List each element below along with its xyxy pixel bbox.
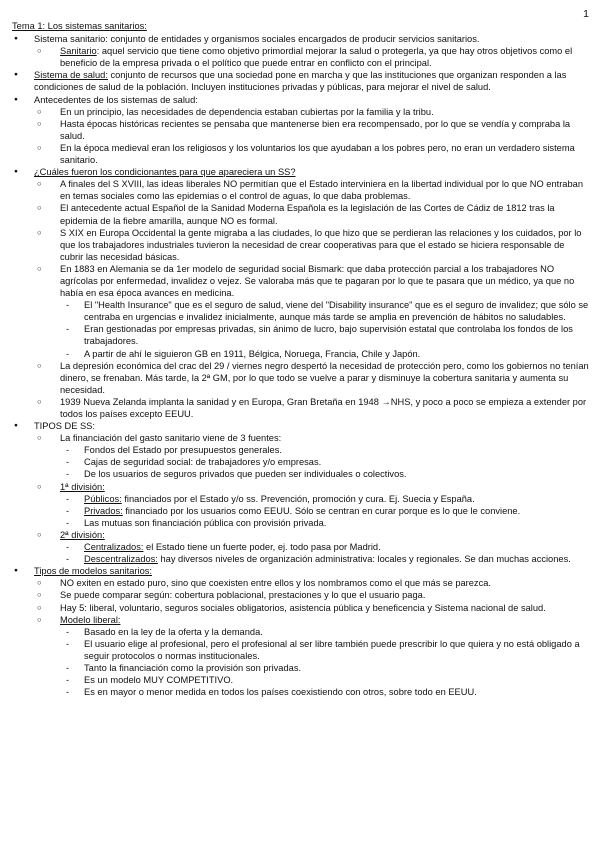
page-title: Tema 1: Los sistemas sanitarios: xyxy=(12,21,147,31)
list-item xyxy=(12,106,590,118)
item-text: 1939 Nueva Zelanda implanta la sanidad y en Europa, Gran Bretaña en 1948 →NHS, y poco a poco se empieza a extender por todos los países excepto EEUU. xyxy=(60,396,587,419)
item-text: En la época medieval eran los religiosos y los voluntarios los que ayudaban a los pobres pero, no eran un verdadero sistema sanitario. xyxy=(60,142,575,166)
item-text: A finales del S XVIII, las ideas liberales NO permitían que el Estado interviniera en la libertad individual por lo que NO entraban en temas sociales como las epidemias o el control de aguas, lo que daba problemas. xyxy=(60,179,583,202)
list-item xyxy=(12,529,590,541)
page-number: 1 xyxy=(583,8,589,20)
list-item xyxy=(12,456,590,468)
list-item xyxy=(12,505,590,517)
item-term: ¿Cuáles fueron los condicionantes para que apareciera un SS? xyxy=(34,167,296,178)
item-text: En 1883 en Alemania se da 1er modelo de seguridad social Bismark: que daba protección parcial a los trabajadores NO agrícolas por enfermedad, invalidez o vejez. Se valoraba más que te pagaran por lo que te pasara que un médico, ya que no había en esa época avances en medicina. xyxy=(60,263,575,299)
list-item xyxy=(12,178,590,202)
item-text: Es en mayor o menor medida en todos los países coexistiendo con otros, sobre todo en EEUU. xyxy=(84,687,477,698)
item-term: Tipos de modelos sanitarios: xyxy=(34,566,152,577)
list-item xyxy=(12,589,590,601)
list-item xyxy=(12,444,590,456)
list-item xyxy=(12,565,590,577)
item-text: Es un modelo MUY COMPETITIVO. xyxy=(84,675,234,686)
item-term: Sistema de salud: xyxy=(34,70,108,81)
outline-list xyxy=(12,33,590,698)
list-item xyxy=(12,118,590,142)
item-text: Cajas de seguridad social: de trabajadores y/o empresas. xyxy=(84,457,322,468)
item-text: Las mutuas son financiación pública con provisión privada. xyxy=(84,517,327,528)
list-item xyxy=(12,166,590,178)
item-term: 1ª división: xyxy=(60,481,105,492)
list-item xyxy=(12,94,590,106)
item-text: financiado por los usuarios como EEUU. Sólo se centran en curar porque es lo que le conviene. xyxy=(122,505,521,516)
item-text: financiados por el Estado y/o ss. Prevención, promoción y cura. Ej. Suecia y España. xyxy=(121,493,475,504)
item-term: Privados: xyxy=(84,505,123,516)
item-text: Hay 5: liberal, voluntario, seguros sociales obligatorios, asistencia pública y beneficencia y Sistema nacional de salud. xyxy=(60,602,546,613)
item-text: La financiación del gasto sanitario viene de 3 fuentes: xyxy=(60,433,282,444)
item-text: A partir de ahí le siguieron GB en 1911, Bélgica, Noruega, Francia, Chile y Japón. xyxy=(84,348,421,359)
list-item xyxy=(12,541,590,553)
list-item xyxy=(12,420,590,432)
item-text: El antecedente actual Español de la Sanidad Moderna Española es la legislación de las Cortes de Cádiz de 1812 tras la epidemia de la fiebre amarilla, aunque NO es formal. xyxy=(60,203,555,226)
item-text: NO exiten en estado puro, sino que coexisten entre ellos y los nombramos como el que más se parezca. xyxy=(60,578,491,589)
item-term: Sanitario xyxy=(60,46,97,57)
list-item xyxy=(12,202,590,226)
item-text: conjunto de recursos que una sociedad pone en marcha y que las instituciones que organizan responden a las condiciones de salud de la población. Incluyen instituciones privadas y públicas, para mejorar el nivel de salud. xyxy=(34,70,567,93)
item-text: Tanto la financiación como la provisión son privadas. xyxy=(84,662,302,673)
list-item xyxy=(12,33,590,45)
list-item xyxy=(12,263,590,299)
list-item xyxy=(12,396,590,420)
list-item xyxy=(12,360,590,396)
item-text: El "Health Insurance" que es el seguro de salud, viene del "Disability insurance" que es el seguro de invalidez; que sólo se centraba en urgencias e invalidez inicialmente, aunque más tarde se amplia en prevención de hábitos no saludables. xyxy=(84,300,589,323)
item-term: 2ª división: xyxy=(60,529,105,540)
list-item xyxy=(12,69,590,93)
list-item xyxy=(12,638,590,662)
item-text: De los usuarios de seguros privados que pueden ser individuales o colectivos. xyxy=(84,469,407,480)
item-text: el Estado tiene un fuerte poder, ej. todo pasa por Madrid. xyxy=(143,542,381,553)
list-item xyxy=(12,493,590,505)
list-item xyxy=(12,626,590,638)
item-term: Centralizados: xyxy=(84,542,144,553)
list-item xyxy=(12,142,590,166)
list-item xyxy=(12,577,590,589)
item-text: El usuario elige al profesional, pero el profesional al ser libre también puede prescribir lo que quiera y no está obligado a seguir protocolos o normas institucionales. xyxy=(84,638,580,661)
document-body xyxy=(12,20,590,698)
list-item xyxy=(12,553,590,565)
list-item xyxy=(12,432,590,444)
item-text: Se puede comparar según: cobertura poblacional, prestaciones y lo que el usuario paga. xyxy=(60,590,426,601)
item-text: S XIX en Europa Occidental la gente migraba a las ciudades, lo que hizo que se perdieran las relaciones y los cuidados, por lo que los trabajadores industriales tuvieron la necesidad de crear cooperativas para que el estado se hiciera responsable de cubrir las necesidad básicas. xyxy=(60,227,582,262)
item-text: Antecedentes de los sistemas de salud: xyxy=(34,94,198,105)
item-text: En un principio, las necesidades de dependencia estaban cubiertas por la familia y la tribu. xyxy=(60,106,434,117)
item-text: Eran gestionadas por empresas privadas, sin ánimo de lucro, bajo supervisión estatal que controlaba los fondos de los trabajadores. xyxy=(84,324,573,347)
list-item xyxy=(12,348,590,360)
item-text: Basado en la ley de la oferta y la demanda. xyxy=(84,626,263,637)
list-item xyxy=(12,674,590,686)
list-item xyxy=(12,481,590,493)
item-text: Sistema sanitario: conjunto de entidades y organismos sociales encargados de producir servicios sanitarios. xyxy=(34,34,480,45)
item-text: Fondos del Estado por presupuestos generales. xyxy=(84,445,282,456)
list-item xyxy=(12,686,590,698)
list-item xyxy=(12,299,590,323)
item-text: Hasta épocas históricas recientes se pensaba que mantenerse bien era recompensado, por lo que se vendía y compraba la salud. xyxy=(60,118,571,141)
list-item xyxy=(12,662,590,674)
list-item xyxy=(12,614,590,626)
item-term: Modelo liberal: xyxy=(60,614,121,625)
list-item xyxy=(12,517,590,529)
list-item xyxy=(12,323,590,347)
item-term: Públicos: xyxy=(84,493,122,504)
item-text: TIPOS DE SS: xyxy=(34,421,95,432)
item-text: : aquel servicio que tiene como objetivo primordial mejorar la salud o protegerla, ya que hay otros objetivos como el beneficio de la empresa privada o el político que puede entrar en conflicto con el principal. xyxy=(60,46,573,69)
list-item xyxy=(12,227,590,263)
list-item xyxy=(12,468,590,480)
list-item xyxy=(12,602,590,614)
item-text: La depresión económica del crac del 29 / viernes negro despertó la necesidad de protección pero, como los gobiernos no tenían dinero, se frenaban. Más tarde, la 2ª GM, por lo que todo se vuelve a parar y disminuye la cobertura sanitaria y aumenta su necesidad. xyxy=(60,360,589,395)
item-term: Descentralizados: xyxy=(84,554,158,565)
list-item xyxy=(12,45,590,69)
item-text: hay diversos niveles de organización administrativa: locales y regionales. Se dan muchas acciones. xyxy=(157,554,571,565)
